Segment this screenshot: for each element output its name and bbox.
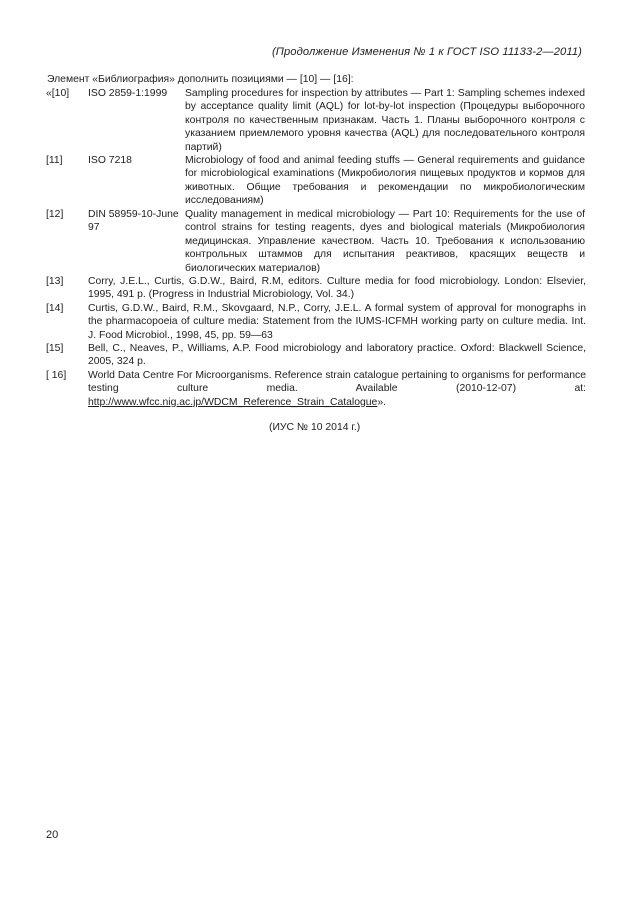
standard-code: ISO 7218 xyxy=(88,155,132,166)
source-note: (ИУС № 10 2014 г.) xyxy=(269,422,361,433)
reference-text: Curtis, G.D.W., Baird, R.M., Skovgaard, N.P., Corry, J.E.L. A formal system of approval for monographs in the pharmacopoeia of culture media: Statement from the IUMS-ICFMH working party on culture media. Int. J. Food Microbiol., 1998, 45, pp. 59—63 xyxy=(88,303,586,341)
entry-number: [11] xyxy=(46,155,63,166)
standard-description: Sampling procedures for inspection by attributes — Part 1: Sampling schemes indexed by acceptance quality limit (AQL) for lot-by-lot inspection (Процедуры выборочного контроля по качественным признакам. Часть 1. Планы выборочного контроля с указанием приемлемого уровня качества (AQL) для последовательного контроля партий) xyxy=(185,88,585,153)
reference-closing: ». xyxy=(377,396,387,408)
reference-body: World Data Centre For Microorganisms. Reference strain catalogue pertaining to organisms for performance testing culture media. Available (2010-12-07) at: xyxy=(88,370,586,395)
entry-number: [12] xyxy=(46,209,64,220)
continuation-header: (Продолжение Изменения № 1 к ГОСТ ISO 11133-2—2011) xyxy=(271,46,582,58)
intro-text: Элемент «Библиография» дополнить позициями — [10] — [16]: xyxy=(47,74,354,85)
entry-number: [13] xyxy=(46,276,64,287)
catalogue-link[interactable]: http://www.wfcc.nig.ac.jp/WDCM_Reference_Strain_Catalogue xyxy=(88,396,378,408)
entry-number: «[10] xyxy=(46,88,70,99)
standard-code: ISO 2859-1:1999 xyxy=(88,88,168,99)
reference-text: Corry, J.E.L., Curtis, G.D.W., Baird, R.M, editors. Culture media for food microbiology. London: Elsevier, 1995, 491 p. (Progress in Industrial Microbiology, Vol. 34.) xyxy=(88,276,586,301)
entry-number: [ 16] xyxy=(46,370,67,381)
entry-number: [15] xyxy=(46,343,64,354)
reference-text xyxy=(88,369,586,409)
reference-text: Bell, C., Neaves, P., Williams, A.P. Food microbiology and laboratory practice. Oxford: Blackwell Science, 2005, 324 p. xyxy=(88,343,586,368)
standard-description: Microbiology of food and animal feeding stuffs — General requirements and guidance for microbiological examinations (Микробиология пищевых продуктов и кормов для животных. Общие требования и рекомендации по микробиологическим исследованиям) xyxy=(185,155,585,207)
entry-number: [14] xyxy=(46,303,64,314)
standard-code: DIN 58959-10-June 97 xyxy=(88,209,179,234)
standard-description: Quality management in medical microbiology — Part 10: Requirements for the use of control strains for testing reagents, dyes and biological materials (Микробиология медицинская. Управление качеством. Часть 10. Требования к использованию контрольных штаммов для испытания реактивов, красящих веществ и биологических материалов) xyxy=(185,209,585,274)
page-number: 20 xyxy=(46,829,59,841)
